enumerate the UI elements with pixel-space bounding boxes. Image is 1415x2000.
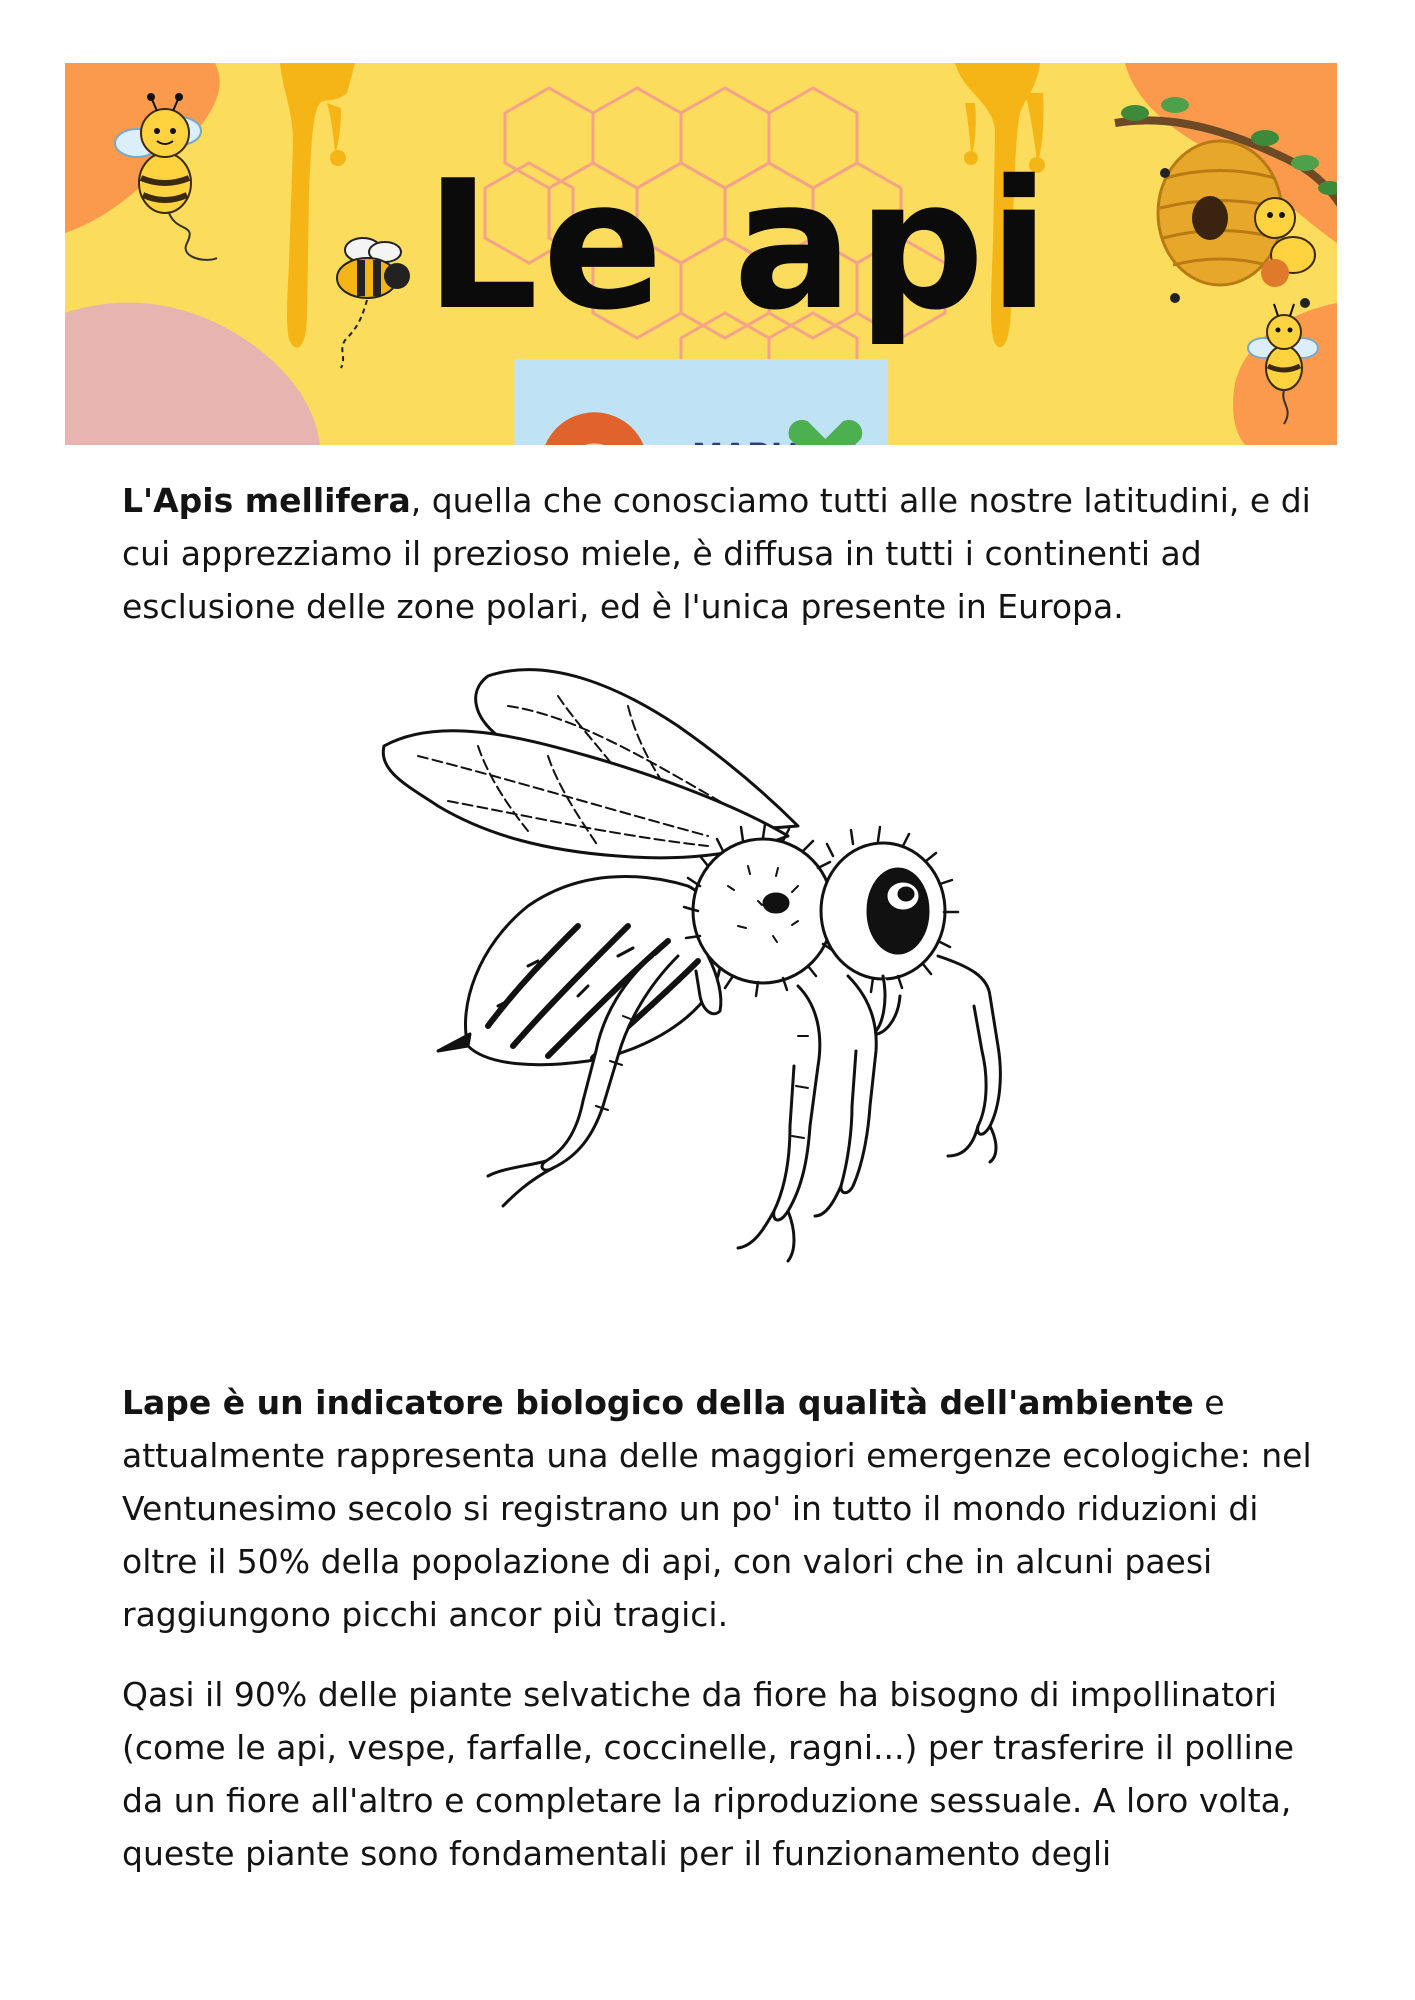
honeybee-engraving-icon (378, 656, 1028, 1268)
intro-text: , quella che conosciamo tutti alle nostre latitudini, e di cui apprezziamo il prezioso miele, è diffusa in tutti i continenti ad esclusione delle zone polari, ed è l'unica presente in Europa. (122, 481, 1311, 626)
pollination-paragraph: Qasi il 90% delle piante selvatiche da fiore ha bisogno di impollinatori (come le api, vespe, farfalle, coccinelle, ragni...) per trasferire il polline da un fiore all'altro e completare la riproduzione sessuale. A loro volta, queste piante sono fondamentali per il funzionamento degli (122, 1675, 1295, 1873)
indicator-bold: Lape è un indicatore biologico della qualità dell'ambiente (122, 1383, 1194, 1422)
intro-bold: L'Apis mellifera (122, 481, 411, 520)
school-logo (65, 359, 833, 474)
intro-paragraph (122, 474, 1342, 633)
indicator-paragraph (122, 1376, 1342, 1641)
page-title: Le api (425, 142, 1054, 349)
header-banner (65, 63, 1337, 474)
logo-text: MABIAN (692, 437, 833, 474)
bee-cartoon-icon (337, 238, 410, 368)
indicator-text: e attualmente rappresenta una delle maggiori emergenze ecologiche: nel Ventunesimo secolo si registrano un po' in tutto il mondo riduzioni di oltre il 50% della popolazione di api, con valori che in alcuni paesi raggiungono picchi ancor più tragici. (122, 1383, 1312, 1634)
